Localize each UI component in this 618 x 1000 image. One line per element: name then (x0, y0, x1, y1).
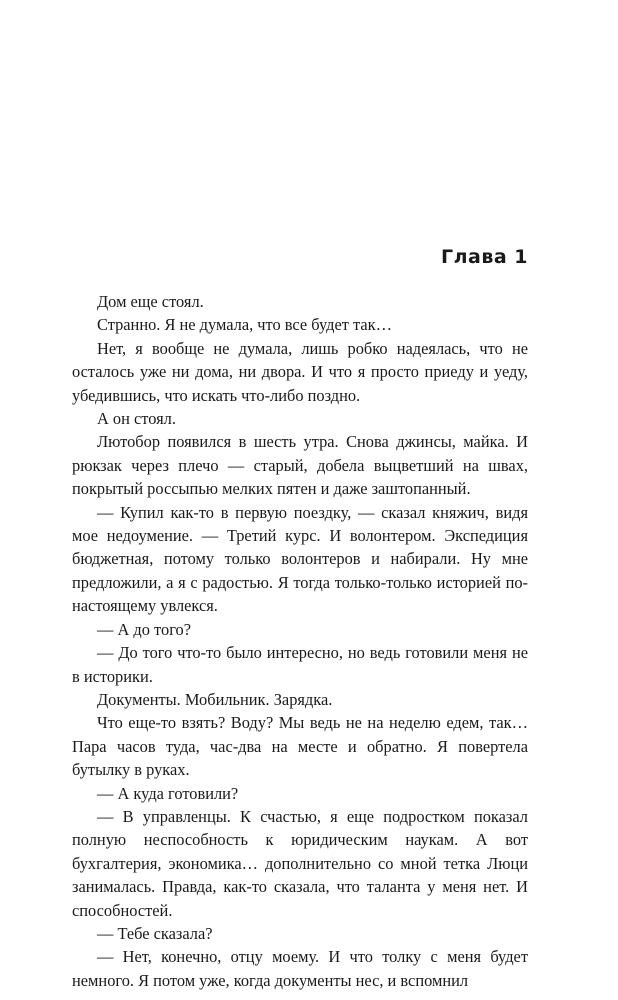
paragraph: — Нет, конечно, отцу моему. И что толку с меня будет немного. Я потом уже, когда документы нес, и вспомнил (72, 947, 528, 990)
paragraph: — Купил как-то в первую поездку, — сказал княжич, видя мое недоумение. — Третий курс. И волонтером. Экспедиция бюджетная, потому только волонтеров и набирали. Ну мне предложили, а я с радостью. Я тогда только-только историей по-настоящему увлекся. (72, 502, 528, 616)
paragraph: Дом еще стоял. (97, 292, 204, 311)
paragraph: Лютобор появился в шесть утра. Снова джинсы, майка. И рюкзак через плечо — старый, добела выцветший на швах, покрытый россыпью мелких пятен и даже заштопанный. (72, 432, 528, 499)
paragraph: — А до того? (97, 619, 191, 639)
paragraph: — В управленцы. К счастью, я еще подростком показал полную неспособность к юридическим наукам. А вот бухгалтерия, экономика… дополнительно со мной тетка Люци занималась. Правда, как-то сказала, что таланта у меня нет. И способностей. (72, 806, 528, 920)
paragraph: — А куда готовили? (97, 783, 239, 803)
paragraph: Документы. Мобильник. Зарядка. (97, 689, 333, 709)
chapter-text (72, 290, 528, 992)
paragraph: — Тебе сказала? (97, 923, 213, 943)
paragraph: — До того что-то было интересно, но ведь готовили меня не в историки. (72, 643, 528, 686)
paragraph: Что еще-то взять? Воду? Мы ведь не на неделю едем, так… Пара часов туда, час-два на месте и обратно. Я повертела бутылку в руках. (72, 713, 528, 780)
paragraph: Нет, я вообще не думала, лишь робко надеялась, что не осталось уже ни дома, ни двора. И что я просто приеду и уеду, убедившись, что искать что-либо поздно. (72, 338, 528, 405)
chapter-title: Глава 1 (440, 246, 528, 268)
paragraph: А он стоял. (97, 409, 176, 429)
paragraph: Странно. Я не думала, что все будет так… (97, 315, 393, 335)
